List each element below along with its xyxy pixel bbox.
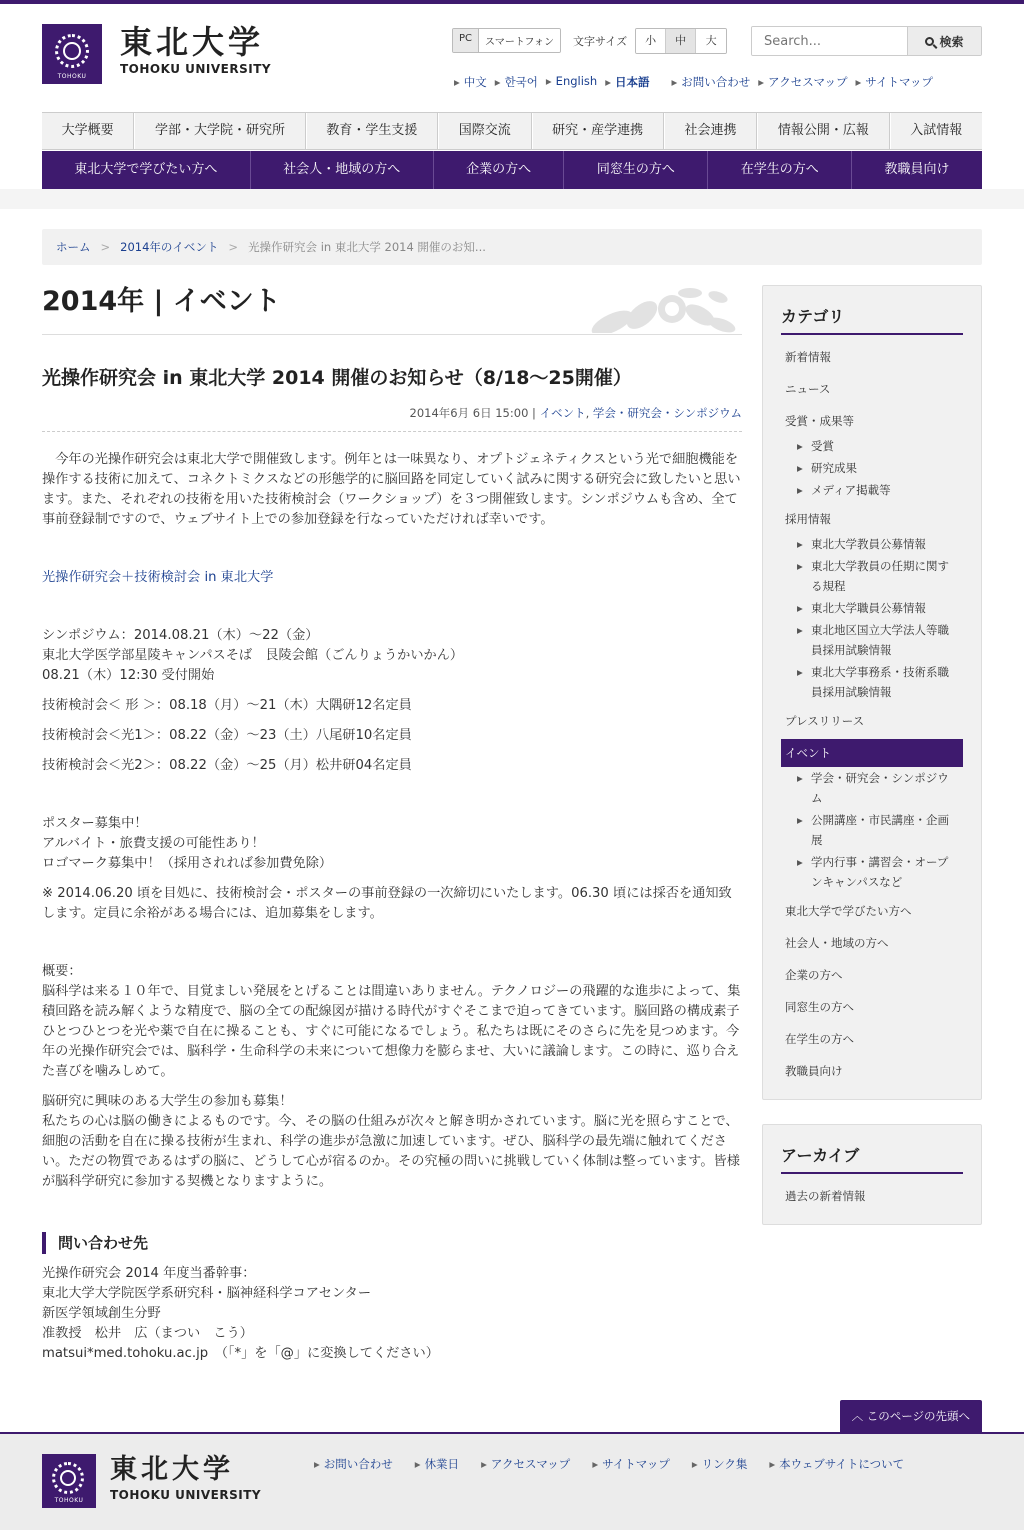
travel-support: アルバイト・旅費支援の可能性あり！ (42, 836, 265, 851)
footer-link-holidays[interactable]: ▸ 休業日 (415, 1456, 459, 1472)
post-meta (42, 405, 742, 432)
workshop-light1: 技術検討会＜光1＞：08.22（金）〜23（土）八尾研10名定員 (42, 728, 412, 743)
category-item[interactable]: 教職員向け (785, 1064, 843, 1078)
registration-notice: ※ 2014.06.20 頃を目処に、技術検討会・ポスターの事前登録の一次締切にいたします。06.30 頃には採否を通知致します。定員に余裕がある場合には、追加募集をします。 (42, 886, 732, 921)
students-text: 私たちの心は脳の働きによるものです。今、その脳の仕組みが次々と解き明かされています。脳に光を照らすことで、細胞の活動を自在に操る技術が生まれ、科学の進歩が急激に加速しています。ぜひ、脳科学の最先端に触れてください。ただの物質であるはずの脳に、どうして心が宿るのか。その究極の問いに挑戦していく体制は整っています。皆様が脳科学研究に参加する契機となりますように。 (42, 1114, 740, 1189)
university-emblem-icon (42, 24, 102, 84)
workshop-shape: 技術検討会＜ 形 ＞：08.18（月）〜21（木）大隅研12名定員 (42, 698, 412, 713)
overview-label: 概要： (42, 964, 82, 979)
category-item[interactable]: 採用情報 (785, 512, 831, 526)
subcategory-item[interactable]: ▸ 学会・研究会・シンポジウム (781, 767, 963, 809)
footer-link-contact[interactable]: ▸ お問い合わせ (314, 1456, 393, 1472)
pagetop-row (42, 1400, 982, 1432)
footer-link-about-site[interactable]: ▸ 本ウェブサイトについて (769, 1456, 904, 1472)
font-size-large-button[interactable]: 大 (696, 29, 726, 53)
breadcrumb-separator: > (100, 240, 111, 254)
main-content (42, 285, 742, 1364)
logo-name-en: TOHOKU UNIVERSITY (120, 62, 272, 76)
subcategory-item[interactable]: ▸ 東北大学教員の任期に関する規程 (781, 555, 963, 597)
subcategory-item[interactable]: ▸ 東北大学事務系・技術系職員採用試験情報 (781, 661, 963, 703)
util-link-access[interactable]: ▸ アクセスマップ (758, 74, 847, 90)
main-nav-admissions[interactable]: 入試情報 (890, 113, 982, 149)
category-box (762, 285, 982, 1100)
search-input[interactable] (752, 27, 907, 55)
footer-link-links[interactable]: ▸ リンク集 (692, 1456, 748, 1472)
page-heading (42, 285, 742, 335)
workshop-light2: 技術検討会＜光2＞：08.22（金）〜25（月）松井研04名定員 (42, 758, 412, 773)
breadcrumb-home[interactable]: ホーム (56, 240, 91, 254)
category-item[interactable]: 受賞・成果等 (785, 414, 854, 428)
breadcrumb-current: 光操作研究会 in 東北大学 2014 開催のお知... (248, 240, 486, 254)
breadcrumb-parent[interactable]: 2014年のイベント (120, 240, 219, 254)
breadcrumb-separator: > (228, 240, 239, 254)
lang-link-ko[interactable]: ▸ 한국어 (495, 74, 538, 90)
university-emblem-icon (42, 1454, 96, 1508)
contact-department: 東北大学大学院医学系研究科・脳神経科学コアセンター (42, 1286, 372, 1301)
archive-title: アーカイブ (781, 1143, 963, 1174)
footer-link-sitemap[interactable]: ▸ サイトマップ (592, 1456, 670, 1472)
students-call: 脳研究に興味のある大学生の参加も募集！ (42, 1094, 293, 1109)
main-nav-international[interactable]: 国際交流 (438, 113, 531, 149)
category-item[interactable]: 同窓生の方へ (785, 1000, 854, 1014)
breadcrumb (42, 229, 982, 265)
footer-link-access[interactable]: ▸ アクセスマップ (481, 1456, 570, 1472)
font-size-label: 文字サイズ (573, 35, 628, 48)
post-category-event[interactable]: イベント (539, 406, 586, 420)
site-footer (0, 1432, 1024, 1530)
audience-navigation (42, 151, 982, 189)
footer-logo-name-jp: 東北大学 (110, 1454, 234, 1485)
contact-organizer: 光操作研究会 2014 年度当番幹事： (42, 1266, 256, 1281)
audience-nav-students[interactable]: 在学生の方へ (708, 151, 852, 189)
subcategory-item[interactable]: ▸ 東北地区国立大学法人等職員採用試験情報 (781, 619, 963, 661)
footer-links (314, 1456, 904, 1472)
subcategory-item[interactable]: ▸ 研究成果 (781, 457, 963, 479)
category-item[interactable]: 社会人・地域の方へ (785, 936, 889, 950)
symposium-reception: 08.21（木）12:30 受付開始 (42, 668, 215, 683)
lang-link-zh[interactable]: ▸ 中文 (454, 74, 487, 90)
main-navigation (42, 112, 982, 150)
category-list (781, 343, 963, 1085)
main-nav-pr[interactable]: 情報公開・広報 (757, 113, 889, 149)
post-intro: 今年の光操作研究会は東北大学で開催致します。例年とは一味異なり、オプトジェネティクスという光で細胞機能を操作する技術に加えて、コネクトミクスなどの形態学的に脳回路を同定していく試みに関する研究会に致したいと思います。また、それぞれの技術を用いた技術検討会（ワークショップ）を３つ開催致します。シンポジウムも含め、全て事前登録制ですので、ウェブサイト上での参加登録を行なっていただければ幸いです。 (42, 452, 741, 527)
category-item[interactable]: 企業の方へ (785, 968, 843, 982)
logo-name-jp: 東北大学 (120, 23, 265, 61)
poster-call: ポスター募集中！ (42, 816, 148, 831)
main-nav-research[interactable]: 研究・産学連携 (532, 113, 664, 149)
audience-nav-public[interactable]: 社会人・地域の方へ (251, 151, 434, 189)
font-size-medium-button[interactable]: 中 (666, 29, 696, 53)
symposium-date: シンポジウム：2014.08.21（木）〜22（金） (42, 628, 319, 643)
category-item[interactable]: ニュース (785, 382, 831, 396)
lang-link-en[interactable]: ▸ English (546, 74, 597, 90)
category-title: カテゴリ (781, 304, 963, 335)
emblem-caption: TOHOKU (57, 73, 87, 80)
contact-division: 新医学領域創生分野 (42, 1306, 161, 1321)
device-switch (452, 28, 561, 53)
util-link-contact[interactable]: ▸ お問い合わせ (671, 74, 750, 90)
subcategory-item[interactable]: ▸ 受賞 (781, 435, 963, 457)
footer-logo-name-en: TOHOKU UNIVERSITY (110, 1488, 262, 1502)
chevron-up-icon: ︿ (851, 1409, 867, 1423)
contact-person: 准教授 松井 広（まつい こう） (42, 1326, 253, 1341)
category-item[interactable]: イベント (781, 739, 963, 767)
audience-nav-alumni[interactable]: 同窓生の方へ (564, 151, 708, 189)
audience-nav-business[interactable]: 企業の方へ (434, 151, 565, 189)
search-button-label: 検索 (939, 34, 964, 49)
footer-logo[interactable] (42, 1454, 261, 1508)
post-category-symposium[interactable]: 学会・研究会・シンポジウム (592, 406, 742, 420)
meta-separator: | (528, 406, 540, 420)
subcategory-item[interactable]: ▸ 公開講座・市民講座・企画展 (781, 809, 963, 851)
leaf-ornament-icon (572, 285, 742, 333)
subcategory-item[interactable]: ▸ 東北大学職員公募情報 (781, 597, 963, 619)
post-body (42, 450, 742, 1364)
font-size-small-button[interactable]: 小 (636, 29, 666, 53)
meta-comma: , (585, 406, 593, 420)
header-divider (0, 189, 1024, 209)
sidebar (762, 285, 982, 1364)
archive-box (762, 1124, 982, 1225)
lang-link-ja[interactable]: ▸ 日本語 (605, 74, 649, 90)
contact-heading: 問い合わせ先 (42, 1232, 742, 1254)
logo-call: ロゴマーク募集中！（採用されれば参加費免除） (42, 856, 333, 871)
search-button[interactable] (907, 27, 981, 55)
main-nav-about[interactable]: 大学概要 (42, 113, 134, 149)
page-title: 2014年 | イベント (42, 286, 281, 317)
main-nav-faculties[interactable]: 学部・大学院・研究所 (134, 113, 305, 149)
header-sublinks (454, 74, 941, 90)
main-nav-education[interactable]: 教育・学生支援 (306, 113, 438, 149)
site-search (751, 26, 982, 56)
site-header (42, 4, 982, 112)
device-pc-button[interactable]: PC (453, 29, 479, 52)
util-link-sitemap[interactable]: ▸ サイトマップ (856, 74, 934, 90)
contact-email: matsui*med.tohoku.ac.jp （「*」を「@」に変換してください） (42, 1346, 439, 1361)
back-to-top-label: このページの先頭へ (866, 1409, 970, 1423)
symposium-venue: 東北大学医学部星陵キャンパスそば 艮陵会館（ごんりょうかいかん） (42, 648, 464, 663)
category-item[interactable]: 在学生の方へ (785, 1032, 854, 1046)
emblem-caption: TOHOKU (54, 1497, 84, 1504)
post-date: 2014年6月 6日 15:00 (409, 406, 529, 420)
category-item[interactable]: プレスリリース (785, 714, 865, 728)
main-nav-community[interactable]: 社会連携 (664, 113, 757, 149)
post-title: 光操作研究会 in 東北大学 2014 開催のお知らせ（8/18〜25開催） (42, 367, 632, 389)
back-to-top-button[interactable] (840, 1400, 982, 1432)
subcategory-item[interactable]: ▸ 学内行事・講習会・オープンキャンパスなど (781, 851, 963, 893)
category-item[interactable]: 東北大学で学びたい方へ (785, 904, 912, 918)
audience-nav-staff[interactable]: 教職員向け (884, 162, 950, 177)
subcategory-item[interactable]: ▸ 東北大学教員公募情報 (781, 533, 963, 555)
category-item[interactable]: 新着情報 (785, 350, 831, 364)
overview-text: 脳科学は来る１０年で、目覚ましい発展をとげることは間違いありません。テクノロジーの飛躍的な進歩によって、集積回路を読み解くような精度で、脳の全ての配線図が描ける時代がすぐそこまで迫ってきています。脳回路の構成素子ひとつひとつを光や薬で自在に操ることも、すぐに可能になるでしょう。私たちは既にそのさらに先を見つめます。今年の光操作研究会では、脳科学・生命科学の未来について想像力を膨らませ、大いに議論します。この時に、巡り合えた喜びを噛みしめて。 (42, 984, 741, 1079)
font-size-switch (573, 28, 727, 54)
device-smartphone-button[interactable]: スマートフォン (479, 29, 560, 52)
university-logo[interactable] (42, 24, 271, 84)
event-site-link[interactable]: 光操作研究会＋技術検討会 in 東北大学 (42, 570, 274, 585)
search-icon (925, 37, 934, 46)
archive-link[interactable]: 過去の新着情報 (785, 1189, 866, 1203)
audience-nav-prospective[interactable]: 東北大学で学びたい方へ (42, 151, 251, 189)
subcategory-item[interactable]: ▸ メディア掲載等 (781, 479, 963, 501)
